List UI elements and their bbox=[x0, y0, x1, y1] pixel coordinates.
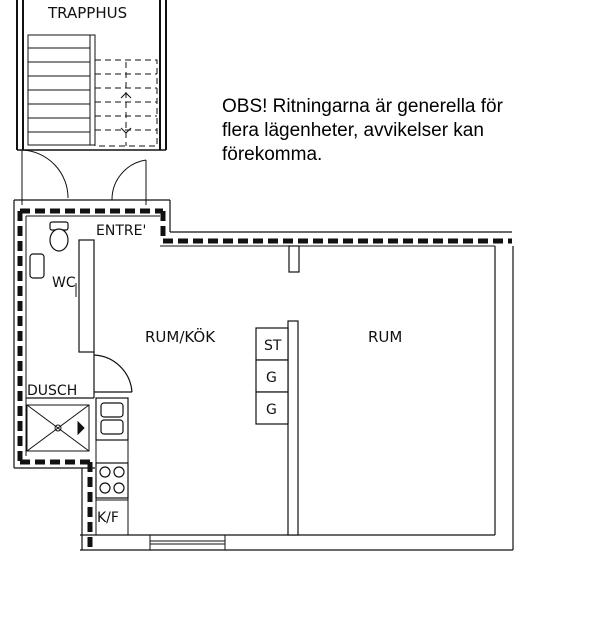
room-label-entre: ENTRE' bbox=[96, 223, 147, 239]
room-label-wc: WC bbox=[52, 275, 76, 291]
kitchen-stove bbox=[96, 463, 128, 498]
cabinet-label-g1: G bbox=[266, 370, 277, 386]
door-swing-left bbox=[22, 150, 68, 205]
kitchen-sink bbox=[96, 398, 128, 440]
interior-wall-rooms bbox=[288, 246, 299, 535]
cabinet-label-st: ST bbox=[264, 338, 282, 354]
disclaimer-line: förekomma. bbox=[222, 143, 323, 165]
room-label-rum: RUM bbox=[368, 328, 403, 346]
disclaimer-line: flera lägenheter, avvikelser kan bbox=[222, 119, 484, 141]
wash-basin-fixture bbox=[30, 254, 44, 278]
cabinet-label-g2: G bbox=[266, 402, 277, 418]
right-wall bbox=[495, 246, 513, 550]
shower-area bbox=[27, 405, 89, 451]
room-label-dusch: DUSCH bbox=[27, 383, 78, 399]
disclaimer-line: OBS! Ritningarna är generella för bbox=[222, 96, 503, 117]
stairwell bbox=[17, 0, 166, 150]
disclaimer-note bbox=[222, 95, 552, 166]
bottom-wall bbox=[80, 535, 513, 550]
room-label-kf: K/F bbox=[97, 510, 119, 526]
room-label-rum-kok: RUM/KÖK bbox=[145, 328, 216, 346]
room-label-trapphus: TRAPPHUS bbox=[48, 4, 128, 22]
kf-alcove-walls bbox=[82, 462, 90, 550]
door-swing-entry bbox=[112, 160, 146, 205]
toilet-fixture bbox=[50, 222, 68, 251]
